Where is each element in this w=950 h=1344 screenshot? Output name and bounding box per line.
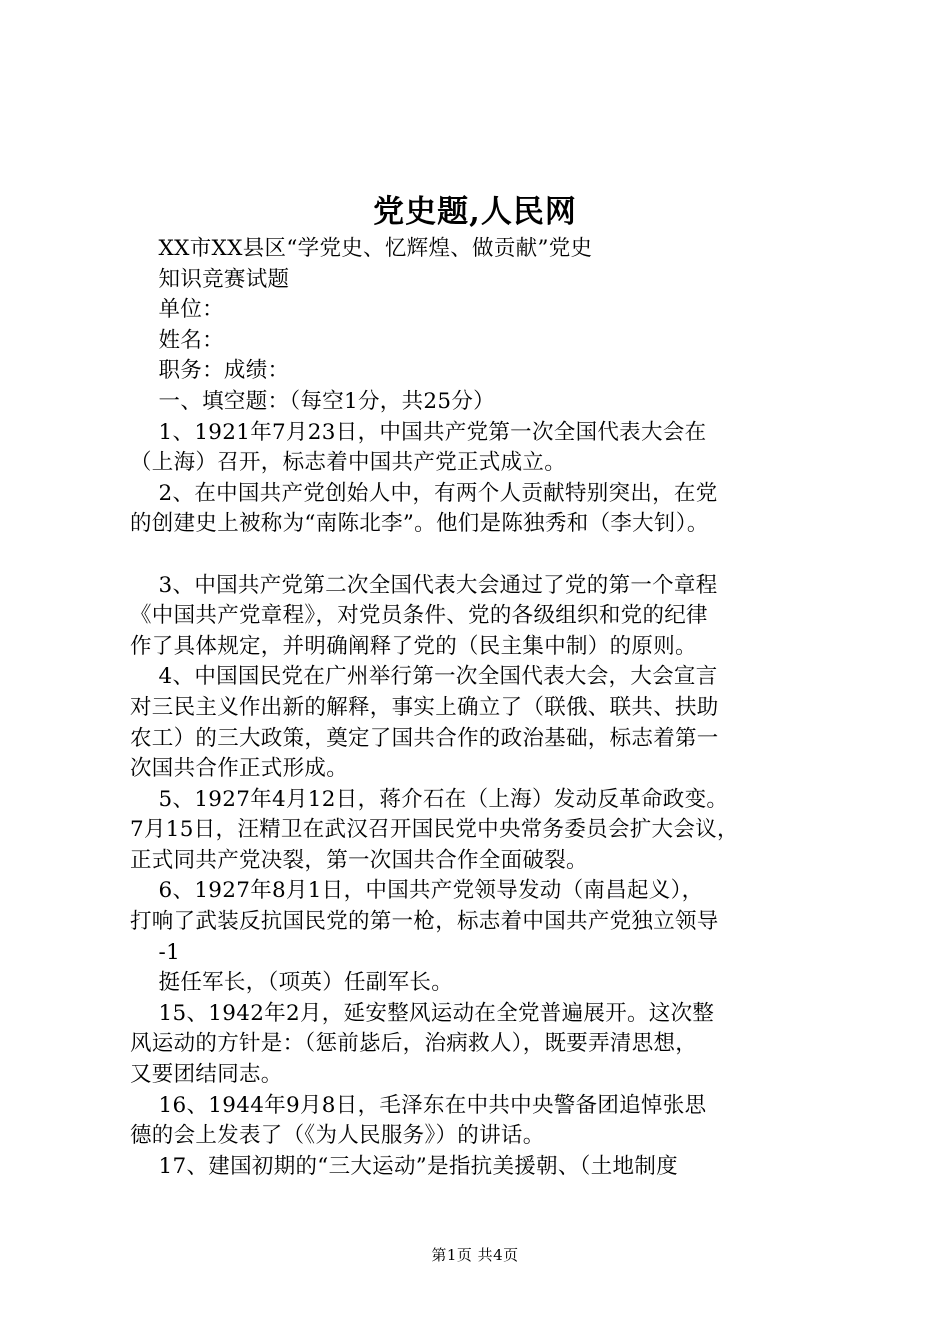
text-line: 17、建国初期的“三大运动”是指抗美援朝、（土地制度	[130, 1153, 678, 1179]
page-footer: 第1页 共4页	[431, 1246, 519, 1264]
text-line: 又要团结同志。	[130, 1062, 283, 1088]
text-line: 的创建史上被称为“南陈北李”。他们是陈独秀和（李大钊）。	[130, 511, 709, 537]
text-line: 5、1927年4月12日，蒋介石在（上海）发动反革命政变。	[130, 786, 729, 812]
text-line: 作了具体规定，并明确阐释了党的（民主集中制）的原则。	[130, 633, 697, 659]
text-line: 1、1921年7月23日，中国共产党第一次全国代表大会在	[130, 419, 707, 445]
text-line: 3、中国共产党第二次全国代表大会通过了党的第一个章程	[130, 572, 718, 598]
text-line: 6、1927年8月1日，中国共产党领导发动（南昌起义），	[130, 878, 704, 904]
document-title: 党史题,人民网	[373, 194, 577, 230]
text-line: XX市XX县区“学党史、忆辉煌、做贡献”党史	[130, 236, 593, 261]
text-line: 15、1942年2月，延安整风运动在全党普遍展开。这次整	[130, 1000, 715, 1026]
text-line: 4、中国国民党在广州举行第一次全国代表大会，大会宣言	[130, 664, 718, 690]
text-line: 知识竞赛试题	[130, 266, 290, 292]
document-body	[130, 234, 850, 1182]
text-line: 一、填空题：（每空1分，共25分）	[130, 388, 495, 414]
text-line: 德的会上发表了（《为人民服务》）的讲话。	[130, 1123, 545, 1149]
text-line: 正式同共产党决裂，第一次国共合作全面破裂。	[130, 847, 588, 873]
text-line: 姓名：	[130, 327, 224, 353]
text-line: （上海）召开，标志着中国共产党正式成立。	[130, 450, 567, 476]
text-line: 挺任军长，（项英）任副军长。	[130, 970, 453, 996]
text-line: 单位：	[130, 297, 224, 323]
text-line: 16、1944年9月8日，毛泽东在中共中央警备团追悼张思	[130, 1092, 707, 1118]
text-line: 次国共合作正式形成。	[130, 756, 349, 782]
text-line: 农工）的三大政策，奠定了国共合作的政治基础，标志着第一	[130, 725, 719, 751]
text-line: 对三民主义作出新的解释，事实上确立了（联俄、联共、扶助	[130, 694, 719, 720]
text-line: 7月15日，汪精卫在武汉召开国民党中央常务委员会扩大会议，	[130, 817, 739, 843]
blank-line	[130, 540, 850, 571]
text-line: -1	[130, 939, 181, 965]
text-line: 2、在中国共产党创始人中，有两个人贡献特别突出，在党	[130, 480, 718, 506]
text-line: 打响了武装反抗国民党的第一枪，标志着中国共产党独立领导	[130, 909, 719, 935]
text-line: 《中国共产党章程》，对党员条件、党的各级组织和党的纪律	[130, 603, 708, 629]
text-line: 职务：成绩：	[130, 358, 290, 384]
text-line: 风运动的方针是：（惩前毖后，治病救人），既要弄清思想，	[130, 1031, 698, 1057]
